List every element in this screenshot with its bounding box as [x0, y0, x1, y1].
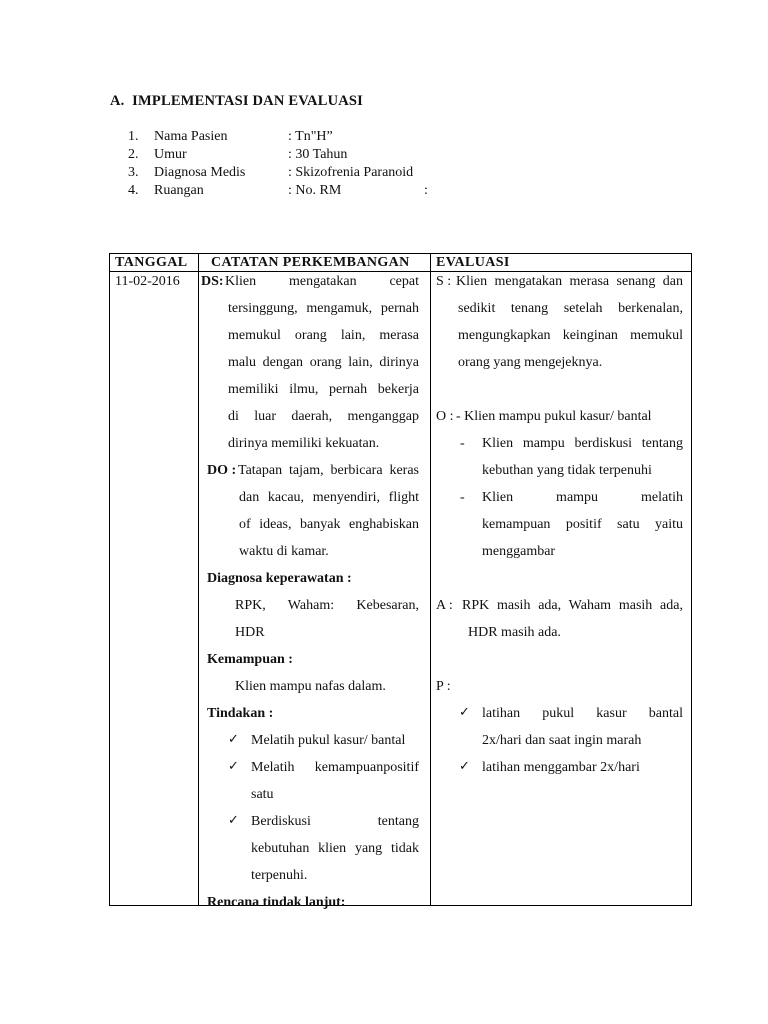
- p-line: latihan menggambar 2x/hari: [482, 760, 640, 775]
- do-line: dan kacau, menyendiri, flight: [239, 490, 419, 505]
- kemampuan-label: Kemampuan :: [207, 652, 293, 667]
- catatan-cell: [199, 272, 431, 910]
- ds-line: dirinya memiliki kekuatan.: [228, 436, 380, 451]
- do-label: DO :: [207, 463, 237, 478]
- diagnosa-label: Diagnosa keperawatan :: [207, 571, 352, 586]
- o-line: Klien mampu melatih: [482, 490, 683, 505]
- ds-line: Klien mengatakan cepat: [225, 274, 419, 289]
- check-icon: ✓: [228, 732, 239, 747]
- diagnosa-line: HDR: [235, 625, 265, 640]
- table-header-row: [110, 254, 692, 272]
- ds-line: memukul orang lain, merasa: [228, 328, 419, 343]
- o-first-line: - Klien mampu pukul kasur/ bantal: [456, 409, 652, 424]
- list-number: 2.: [128, 147, 139, 162]
- o-line: Klien mampu berdiskusi tentang: [482, 436, 683, 451]
- tindakan-line: Melatih kemampuanpositif: [251, 760, 419, 775]
- field-label: Ruangan: [154, 183, 204, 198]
- s-line: mengungkapkan keinginan memukul: [458, 328, 683, 343]
- a-line: RPK masih ada, Waham masih ada,: [462, 598, 683, 613]
- tindakan-line: kebutuhan klien yang tidak: [251, 841, 419, 856]
- dash-bullet: -: [460, 490, 465, 505]
- field-value: : 30 Tahun: [288, 147, 348, 162]
- check-icon: ✓: [228, 813, 239, 828]
- diagnosa-line: RPK, Waham: Kebesaran,: [235, 598, 419, 613]
- check-icon: ✓: [459, 759, 470, 774]
- list-number: 3.: [128, 165, 139, 180]
- o-line: kebuthan yang tidak terpenuhi: [482, 463, 652, 478]
- rencana-label: Rencana tindak lanjut:: [207, 895, 346, 910]
- section-letter: A.: [110, 93, 125, 109]
- check-icon: ✓: [459, 705, 470, 720]
- patient-info-row: [128, 128, 448, 146]
- implementation-table: [109, 253, 692, 910]
- do-line: Tatapan tajam, berbicara keras: [238, 463, 419, 478]
- tindakan-line: terpenuhi.: [251, 868, 308, 883]
- ds-line: tersinggung, mengamuk, pernah: [228, 301, 419, 316]
- check-icon: ✓: [228, 759, 239, 774]
- section-title-text: IMPLEMENTASI DAN EVALUASI: [132, 93, 364, 109]
- s-line: orang yang mengejeknya.: [458, 355, 603, 370]
- field-value: : No. RM: [288, 183, 342, 198]
- ds-line: malu dengan orang lain, dirinya: [228, 355, 419, 370]
- evaluasi-cell: [431, 272, 692, 906]
- s-label: S :: [436, 274, 452, 289]
- ds-label: DS:: [201, 274, 224, 289]
- patient-info-row: [128, 164, 448, 182]
- s-line: Klien mengatakan merasa senang dan: [456, 274, 683, 289]
- tindakan-line: Berdiskusi tentang: [251, 814, 419, 829]
- field-label: Umur: [154, 147, 187, 162]
- field-label: Nama Pasien: [154, 129, 228, 144]
- patient-info-list: [128, 128, 448, 200]
- header-catatan: CATATAN PERKEMBANGAN: [199, 254, 431, 272]
- s-line: sedikit tenang setelah berkenalan,: [458, 301, 683, 316]
- o-label: O :: [436, 409, 454, 424]
- date-cell: [110, 272, 199, 906]
- patient-info-row: [128, 146, 448, 164]
- do-line: waktu di kamar.: [239, 544, 329, 559]
- a-label: A :: [436, 598, 453, 613]
- date-value: 11-02-2016: [115, 274, 180, 289]
- ds-line: memiliki ilmu, pernah bekerja: [228, 382, 419, 397]
- o-line: menggambar: [482, 544, 556, 559]
- tindakan-line: Melatih pukul kasur/ bantal: [251, 733, 406, 748]
- header-evaluasi: EVALUASI: [431, 254, 692, 272]
- p-line: 2x/hari dan saat ingin marah: [482, 733, 642, 748]
- list-number: 1.: [128, 129, 139, 144]
- p-label: P :: [436, 679, 451, 694]
- field-value: : Tn"H”: [288, 129, 333, 144]
- ds-line: di luar daerah, menganggap: [228, 409, 419, 424]
- dash-bullet: -: [460, 436, 465, 451]
- list-number: 4.: [128, 183, 139, 198]
- field-value: : Skizofrenia Paranoid: [288, 165, 414, 180]
- kemampuan-text: Klien mampu nafas dalam.: [235, 679, 386, 694]
- tindakan-label: Tindakan :: [207, 706, 274, 721]
- catatan-content: [199, 272, 430, 910]
- p-line: latihan pukul kasur bantal: [482, 706, 683, 721]
- do-line: of ideas, banyak enghabiskan: [239, 517, 419, 532]
- field-extra: :: [424, 183, 428, 198]
- table-row: [110, 272, 692, 906]
- o-line: kemampuan positif satu yaitu: [482, 517, 683, 532]
- field-label: Diagnosa Medis: [154, 165, 246, 180]
- evaluasi-content: [431, 272, 691, 905]
- a-line: HDR masih ada.: [468, 625, 561, 640]
- patient-info-row: [128, 182, 448, 200]
- section-title: [110, 93, 363, 110]
- tindakan-line: satu: [251, 787, 274, 802]
- header-tanggal: TANGGAL: [110, 254, 199, 272]
